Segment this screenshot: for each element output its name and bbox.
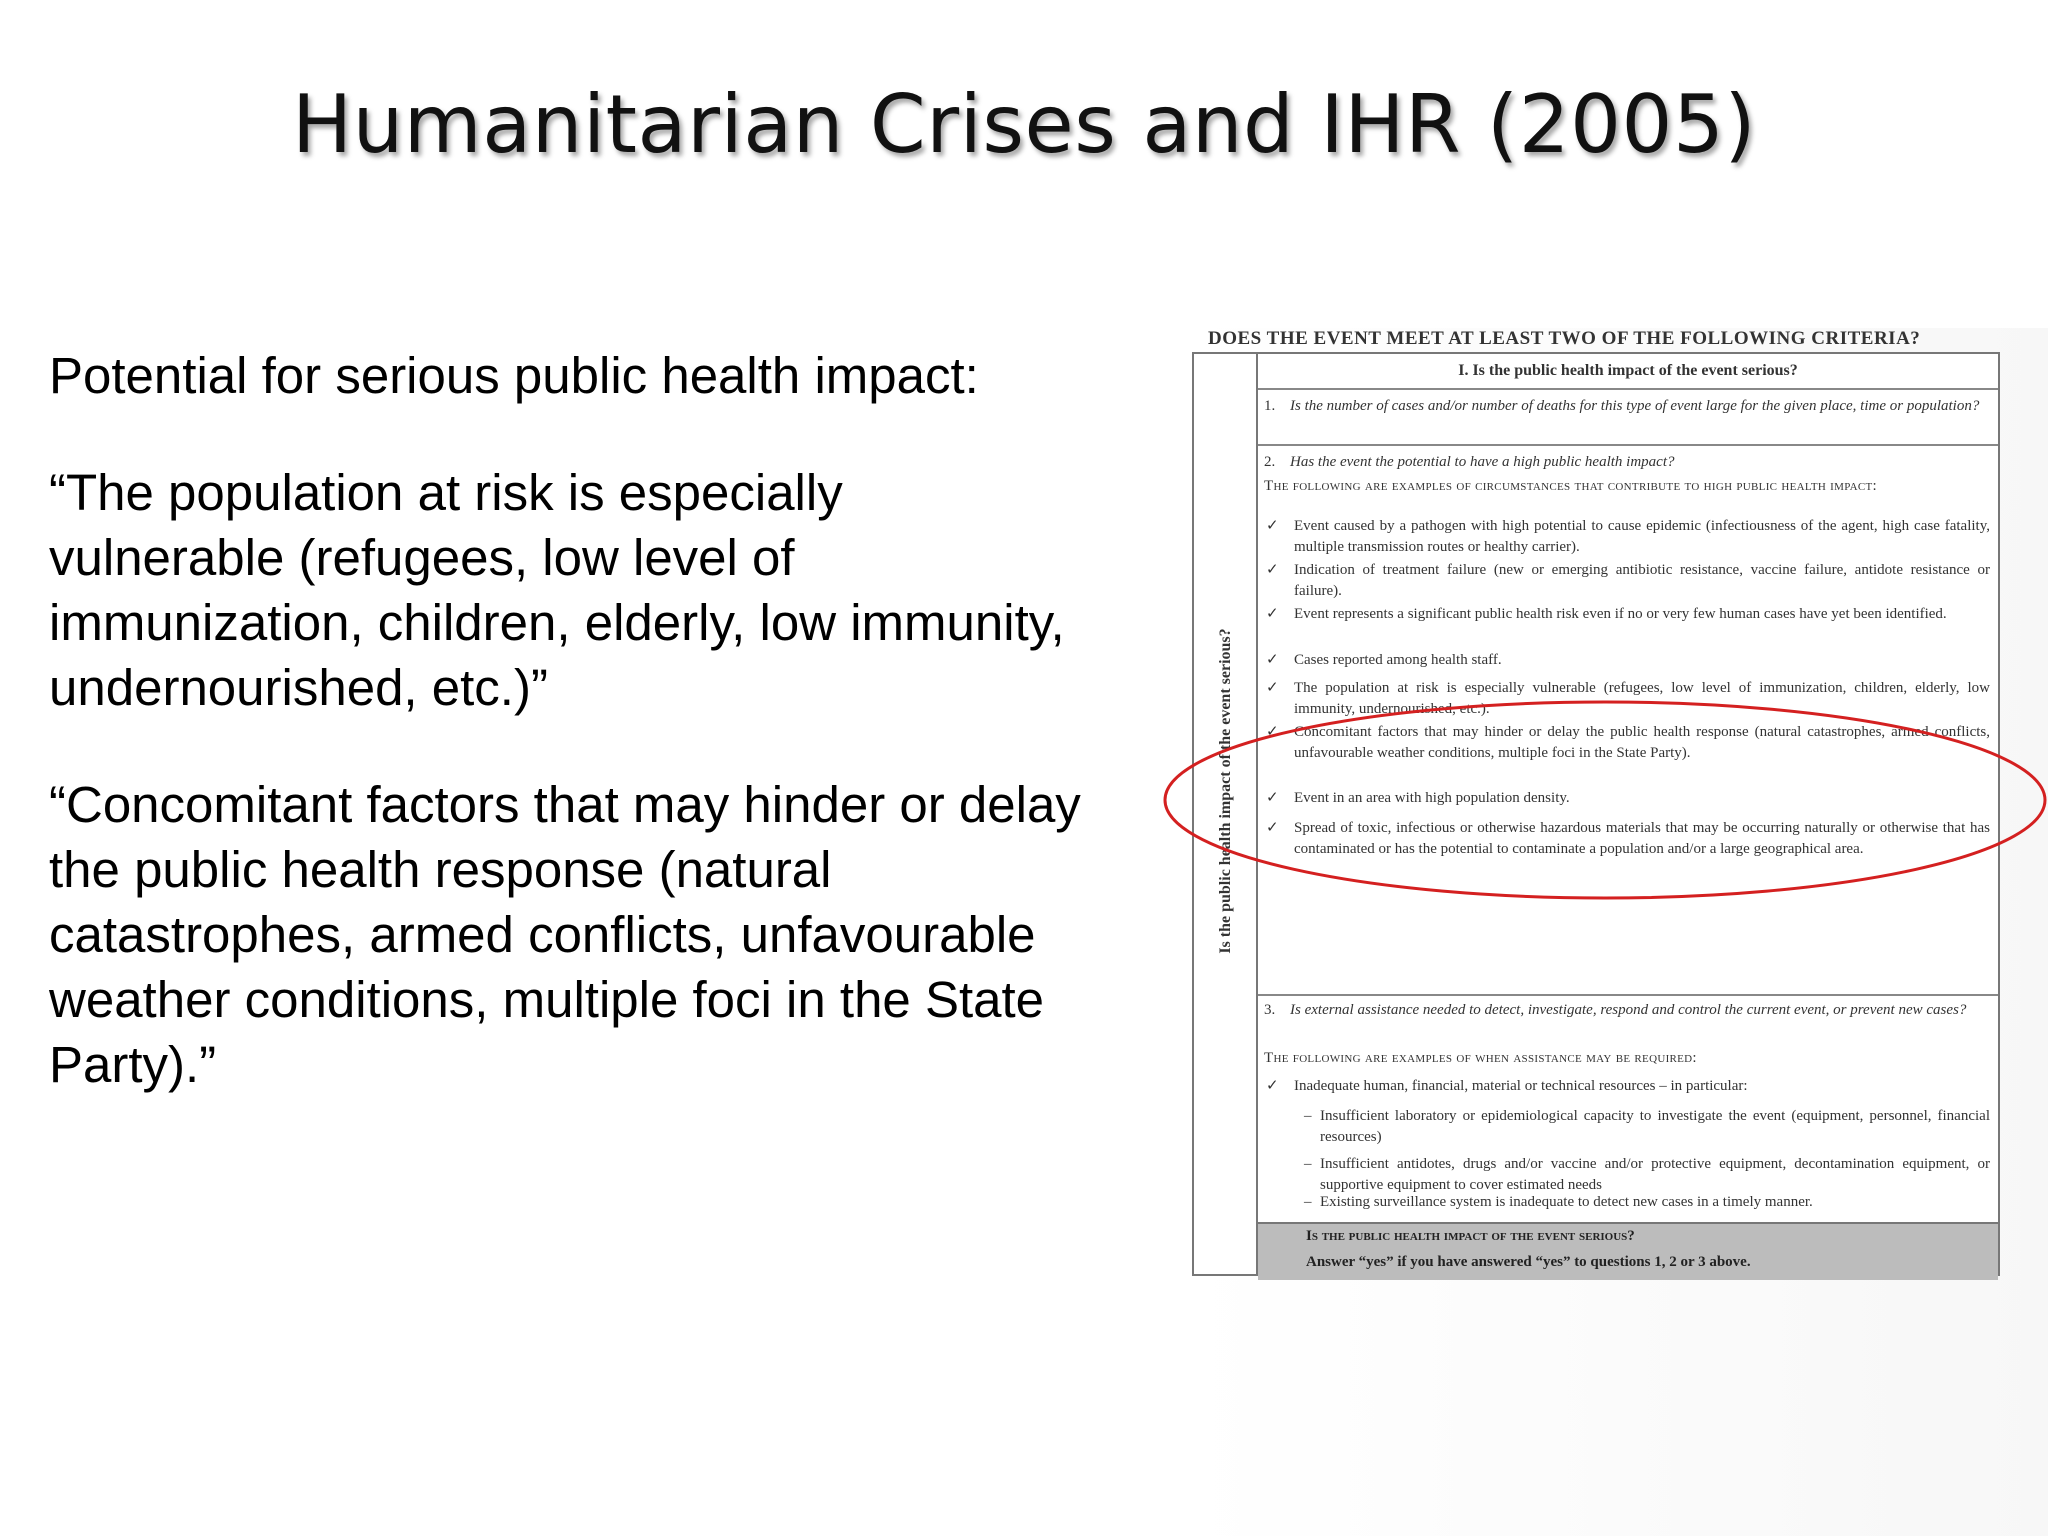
check-icon: ✓ xyxy=(1266,724,1279,740)
check-icon: ✓ xyxy=(1266,652,1279,668)
summary-answer: Answer “yes” if you have answered “yes” to questions 1, 2 or 3 above. xyxy=(1306,1254,1751,1270)
q2-item-significant-risk: Event represents a significant public health risk even if no or very few human cases have yet been identified. xyxy=(1294,606,1947,622)
slide-title: Humanitarian Crises and IHR (2005) xyxy=(291,78,1757,171)
question-3-number: 3. xyxy=(1264,1002,1276,1018)
q2-item-treatment-failure: Indication of treatment failure (new or emerging antibiotic resistance, vaccine failure, antidote resistance or failure). xyxy=(1294,562,1990,599)
question-2-number: 2. xyxy=(1264,454,1276,470)
intro-paragraph: Potential for serious public health impact: xyxy=(49,347,979,404)
question-1-text: Is the number of cases and/or number of deaths for this type of event large for the given place, time or population? xyxy=(1290,398,1980,414)
question-3 xyxy=(1264,1000,1990,1021)
form-heading: DOES THE EVENT MEET AT LEAST TWO OF THE FOLLOWING CRITERIA? xyxy=(1208,328,1921,349)
summary-band xyxy=(1258,1222,1998,1280)
check-icon: ✓ xyxy=(1266,518,1279,534)
question-2-examples-intro: The following are examples of circumstances that contribute to high public health impact: xyxy=(1264,478,1877,494)
dash-glyph: – xyxy=(1304,1108,1312,1124)
question-2 xyxy=(1264,452,1990,473)
q3-subitem-antidotes xyxy=(1304,1154,1990,1196)
q2-item-pathogen: Event caused by a pathogen with high potential to cause epidemic (infectiousness of the agent, high case fatality, multiple transmission routes or healthy carrier). xyxy=(1294,518,1990,555)
q3-subitem-lab-capacity-text: Insufficient laboratory or epidemiological capacity to investigate the event (equipment, personnel, financial resources) xyxy=(1320,1108,1990,1145)
section-title: I. Is the public health impact of the event serious? xyxy=(1258,354,1998,390)
check-icon: ✓ xyxy=(1266,680,1279,696)
q3-subitem-surveillance xyxy=(1304,1192,1990,1213)
q3-subitem-lab-capacity xyxy=(1304,1106,1990,1148)
check-icon: ✓ xyxy=(1266,820,1279,836)
question-3-divider xyxy=(1258,994,1998,996)
dash-glyph: – xyxy=(1304,1194,1312,1210)
q2-item-concomitant-factors: Concomitant factors that may hinder or delay the public health response (natural catastrophes, armed conflicts, unfavourable weather conditions, multiple foci in the State Party). xyxy=(1294,724,1990,761)
q2-item-population-density: Event in an area with high population density. xyxy=(1294,790,1570,806)
slide-body xyxy=(49,343,1089,1149)
dash-glyph: – xyxy=(1304,1156,1312,1172)
question-1-number: 1. xyxy=(1264,398,1276,414)
q3-subitem-antidotes-text: Insufficient antidotes, drugs and/or vaccine and/or protective equipment, decontamination equipment, or supportive equipment to cover estimated needs xyxy=(1320,1156,1990,1193)
ihr-criteria-form-image xyxy=(1192,328,2002,1280)
q3-subitem-surveillance-text: Existing surveillance system is inadequate to detect new cases in a timely manner. xyxy=(1320,1194,1813,1210)
form-content xyxy=(1258,354,1998,1274)
q3-item-inadequate-resources: Inadequate human, financial, material or technical resources – in particular: xyxy=(1294,1078,1748,1094)
check-icon: ✓ xyxy=(1266,790,1279,806)
check-icon: ✓ xyxy=(1266,606,1279,622)
q2-item-health-staff: Cases reported among health staff. xyxy=(1294,652,1502,668)
question-3-examples-intro: The following are examples of when assistance may be required: xyxy=(1264,1050,1697,1066)
question-3-text: Is external assistance needed to detect, investigate, respond and control the current event, or prevent new cases? xyxy=(1290,1002,1967,1018)
check-icon: ✓ xyxy=(1266,1078,1279,1094)
question-2-text: Has the event the potential to have a high public health impact? xyxy=(1290,454,1675,470)
summary-question: Is the public health impact of the event serious? xyxy=(1306,1228,1635,1244)
check-icon: ✓ xyxy=(1266,562,1279,578)
form-frame xyxy=(1192,352,2000,1276)
q2-item-hazardous-materials: Spread of toxic, infectious or otherwise hazardous materials that may be occurring naturally or otherwise that has contaminated or has the potential to contaminate a population and/or a large geographical area. xyxy=(1294,820,1990,857)
q2-item-vulnerable-population: The population at risk is especially vulnerable (refugees, low level of immunization, children, elderly, low immunity, undernourished, etc.). xyxy=(1294,680,1990,717)
question-1 xyxy=(1258,390,1998,446)
side-column xyxy=(1194,354,1258,1274)
concomitant-factors-quote: “Concomitant factors that may hinder or delay the public health response (natural catastrophes, armed conflicts, unfavourable weather conditions, multiple foci in the State Party).” xyxy=(49,776,1081,1093)
side-label: Is the public health impact of the event serious? xyxy=(1217,628,1234,954)
vulnerable-population-quote: “The population at risk is especially vulnerable (refugees, low level of immunization, children, elderly, low immunity, undernourished, etc.)” xyxy=(49,464,1065,716)
